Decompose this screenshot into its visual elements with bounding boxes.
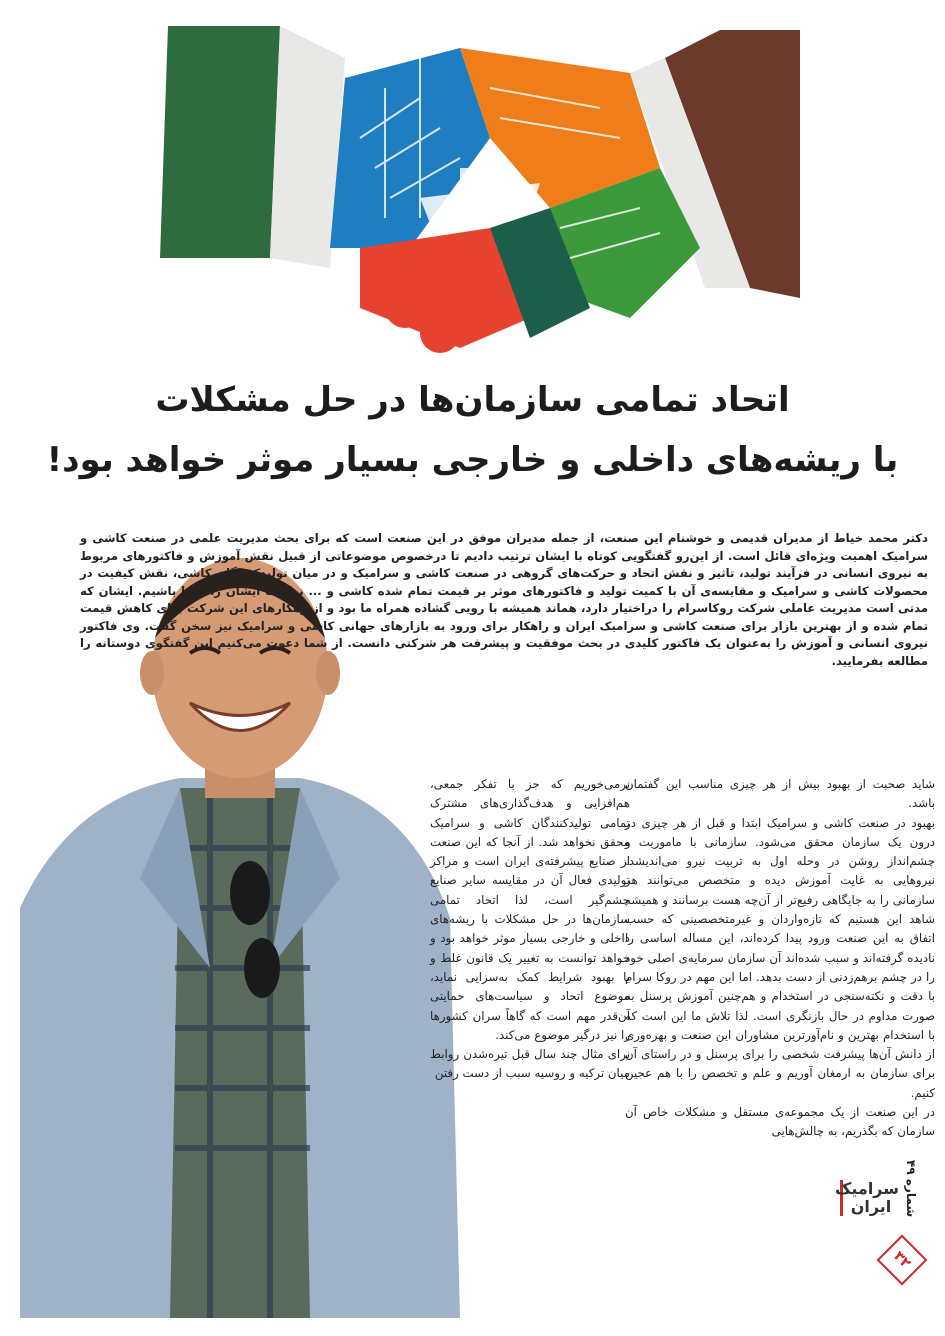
page-number: ۳۲	[877, 1235, 928, 1286]
headline-line-1: اتحاد تمامی سازمان‌ها در حل مشکلات	[155, 380, 790, 420]
handshake-illustration	[160, 18, 800, 358]
article-column-middle	[430, 775, 630, 1084]
article-paragraph: در این صنعت از یک مجموعه‌ی مستقل و مشکلات خاص آن سازمان که بگذریم، به چالش‌هایی	[625, 1105, 935, 1139]
magazine-badge	[835, 1160, 918, 1280]
magazine-logo: سرامیک ایران	[835, 1179, 899, 1216]
intro-paragraph: دکتر محمد خیاط از مدیران قدیمی و خوشنام این صنعت، از جمله مدیران موفق در این صنعت است که برای بحث مدیریت علمی در صنعت کاشی و سرامیک اهمیت ویژه‌ای قائل است. از این‌رو گفتگویی کوتاه با ایشان ترتیب دادیم تا درخصوص موضوعاتی از قبیل نقش آموزش و فاکتورهای مربوط به نیروی انسانی در فرآیند تولید، تاثیر و نقش اتحاد و حرکت‌های گروهی در صنعت کاشی و سرامیک و در میان تولیدکنندگان کاشی، نقش کیفیت در محصولات کاشی و سرامیک و مقایسه‌ی آن با کمیت تولید و فاکتورهای موثر بر قیمت تمام شده کاشی و ... نظرات ایشان را جویا باشیم. ایشان که مدتی است مدیریت عاملی شرکت روکاسرام را دراختیار دارد، هماند همیشه با رویی گشاده همراه ما بود و از رهکارهای این شرکت برای کاهش قیمت تمام شده و از بهترین بازار برای صنعت کاشی و سرامیک ایران و راهکار برای ورود به بازارهای جهانی کاشی و سرامیک نیز سخن گفت. وی فاکتور نیروی انسانی و آموزش را به‌عنوان یک فاکتور کلیدی در بحث موفقیت و پیشرفت هر شرکتی دانست. از شما دعوت می‌کنیم این گفتگوی دوستانه را مطالعه بفرمایید.	[80, 531, 928, 668]
headline-line-2: با ریشه‌های داخلی و خارجی بسیار موثر خواهد بود!	[46, 440, 899, 480]
article-column-right	[625, 775, 935, 1142]
article-paragraph: بهبود در صنعت کاشی و سرامیک ابتدا و قبل از هر چیزی در درون یک سازمان محقق می‌شود. سازمانی با ماموریت و چشم‌انداز روشن در وحله اول به تربیت نیرو می‌اندیشد. نیروهایی به غایت آموزش دیده و متخصص می‌توانند هر سازمانی را به جایگاهی رفیع‌تر از آن‌چه هست برسانند و همیشه شاهد این هستیم که تازه‌واردان و غیرمتخصصینی که حسب اتفاق به این صنعت ورود پیدا کرده‌اند، این مساله اساسی را نادیده گرفته‌اند و سبب شده‌اند آن سازمان سرمایه‌ی اصلی خود را در چشم برهم‌زدنی از دست بدهد. اما این مهم در روکا سرام با دقت و نکته‌سنجی در استخدام و هم‌چنین آموزش پرسنل به صورت مداوم در حال بازنگری است. لذا تلاش ما این است که با استخدام بهترین و نام‌آورترین مشاوران این صنعت و بهره‌وری از دانش آن‌ها پیشرفت شخصی را برای پرسنل و در راستای آن برای سازمان به ارمغان آوریم و علم و تخصص را با هم عجین کنیم.	[625, 815, 935, 1100]
article-paragraph: برمی‌خوریم که جز با تفکر جمعی، هم‌افزایی و هدف‌گذاری‌های مشترک تمامی تولیدکنندگان کاشی و سرامیک محقق نخواهد شد. از آنجا که این صنعت از صنایع پیشرفته‌ی ایران است و مراکز تولیدی فعال آن در مقایسه سایر صنایع چشم‌گیر است، لذا اتحاد تمامی سازمان‌ها در حل مشکلات با ریشه‌های داخلی و خارجی بسیار موثر خواهد بود و خواهد توانست به تغییر یک قانون غلط و یا بهبود شرایط کمک به‌سزایی نماید، موضوع اتحاد و سیاست‌های حمایتی آن‌قدر مهم است که گاهاً سران کشورها را نیز درگیر موضوع می‌کند.	[430, 777, 630, 1042]
article-paragraph: شاید صحبت از بهبود بیش از هر چیزی مناسب این گفتمان باشد.	[625, 777, 935, 811]
article-paragraph: برای مثال چند سال قبل تیره‌شدن روابط میان ترکیه و روسیه سبب از دست رفتن	[430, 1047, 630, 1081]
issue-number: شماره ۴۹	[904, 1160, 918, 1218]
